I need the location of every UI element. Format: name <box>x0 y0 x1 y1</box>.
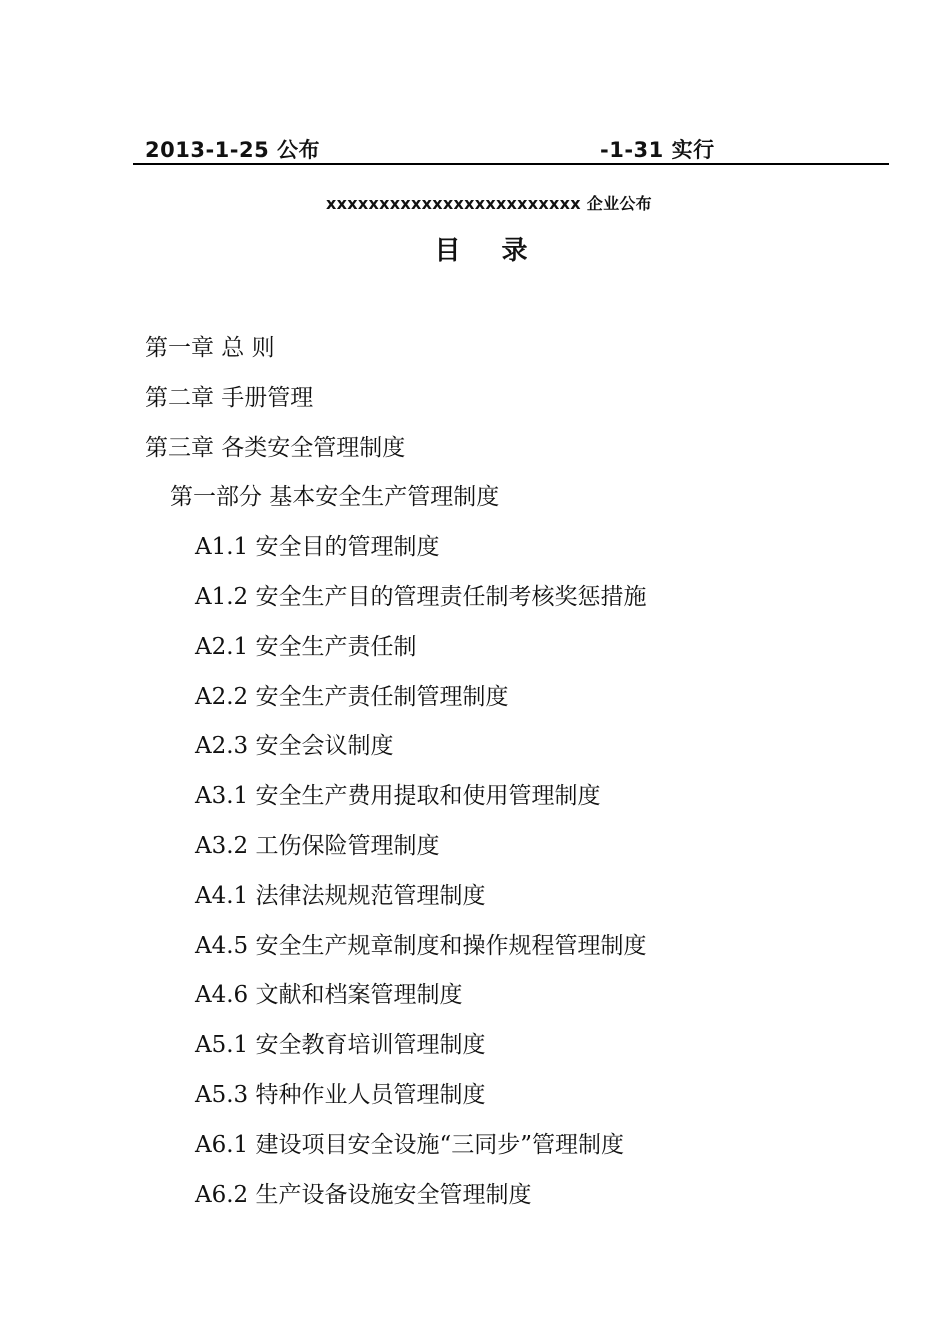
toc-entry[interactable]: A5.3 特种作业人员管理制度 <box>195 1081 486 1108</box>
toc-entry[interactable]: A2.1 安全生产责任制 <box>195 633 417 660</box>
effective-date: -1-31 实行 <box>600 138 715 162</box>
toc-title: 目 录 <box>434 236 544 266</box>
toc-entry[interactable]: A1.2 安全生产目的管理责任制考核奖惩措施 <box>195 583 647 610</box>
toc-entry[interactable]: A5.1 安全教育培训管理制度 <box>195 1032 486 1059</box>
toc-entry[interactable]: A4.5 安全生产规章制度和操作规程管理制度 <box>195 932 647 959</box>
toc-entry[interactable]: A6.1 建设项目安全设施“三同步”管理制度 <box>195 1131 625 1158</box>
document-header <box>145 134 885 164</box>
publish-date: 2013-1-25 公布 <box>145 138 321 162</box>
header-divider <box>133 163 889 165</box>
toc-entry[interactable]: 第三章 各类安全管理制度 <box>145 434 406 461</box>
toc-entry[interactable]: A2.3 安全会议制度 <box>195 733 394 760</box>
toc-entry[interactable]: 第二章 手册管理 <box>145 384 314 411</box>
table-of-contents <box>145 330 885 1226</box>
toc-entry[interactable]: 第一部分 基本安全生产管理制度 <box>170 484 500 511</box>
toc-entry[interactable]: 第一章 总 则 <box>145 335 275 361</box>
publisher-line: xxxxxxxxxxxxxxxxxxxxxxxx 企业公布 <box>326 194 652 213</box>
toc-entry[interactable]: A4.1 法律法规规范管理制度 <box>195 882 486 909</box>
toc-entry[interactable]: A2.2 安全生产责任制管理制度 <box>195 683 509 710</box>
toc-entry[interactable]: A4.6 文献和档案管理制度 <box>195 982 463 1009</box>
toc-entry[interactable]: A6.2 生产设备设施安全管理制度 <box>195 1181 532 1208</box>
toc-entry[interactable]: A1.1 安全目的管理制度 <box>195 534 440 561</box>
toc-entry[interactable]: A3.2 工伤保险管理制度 <box>195 832 440 859</box>
toc-entry[interactable]: A3.1 安全生产费用提取和使用管理制度 <box>195 783 601 810</box>
